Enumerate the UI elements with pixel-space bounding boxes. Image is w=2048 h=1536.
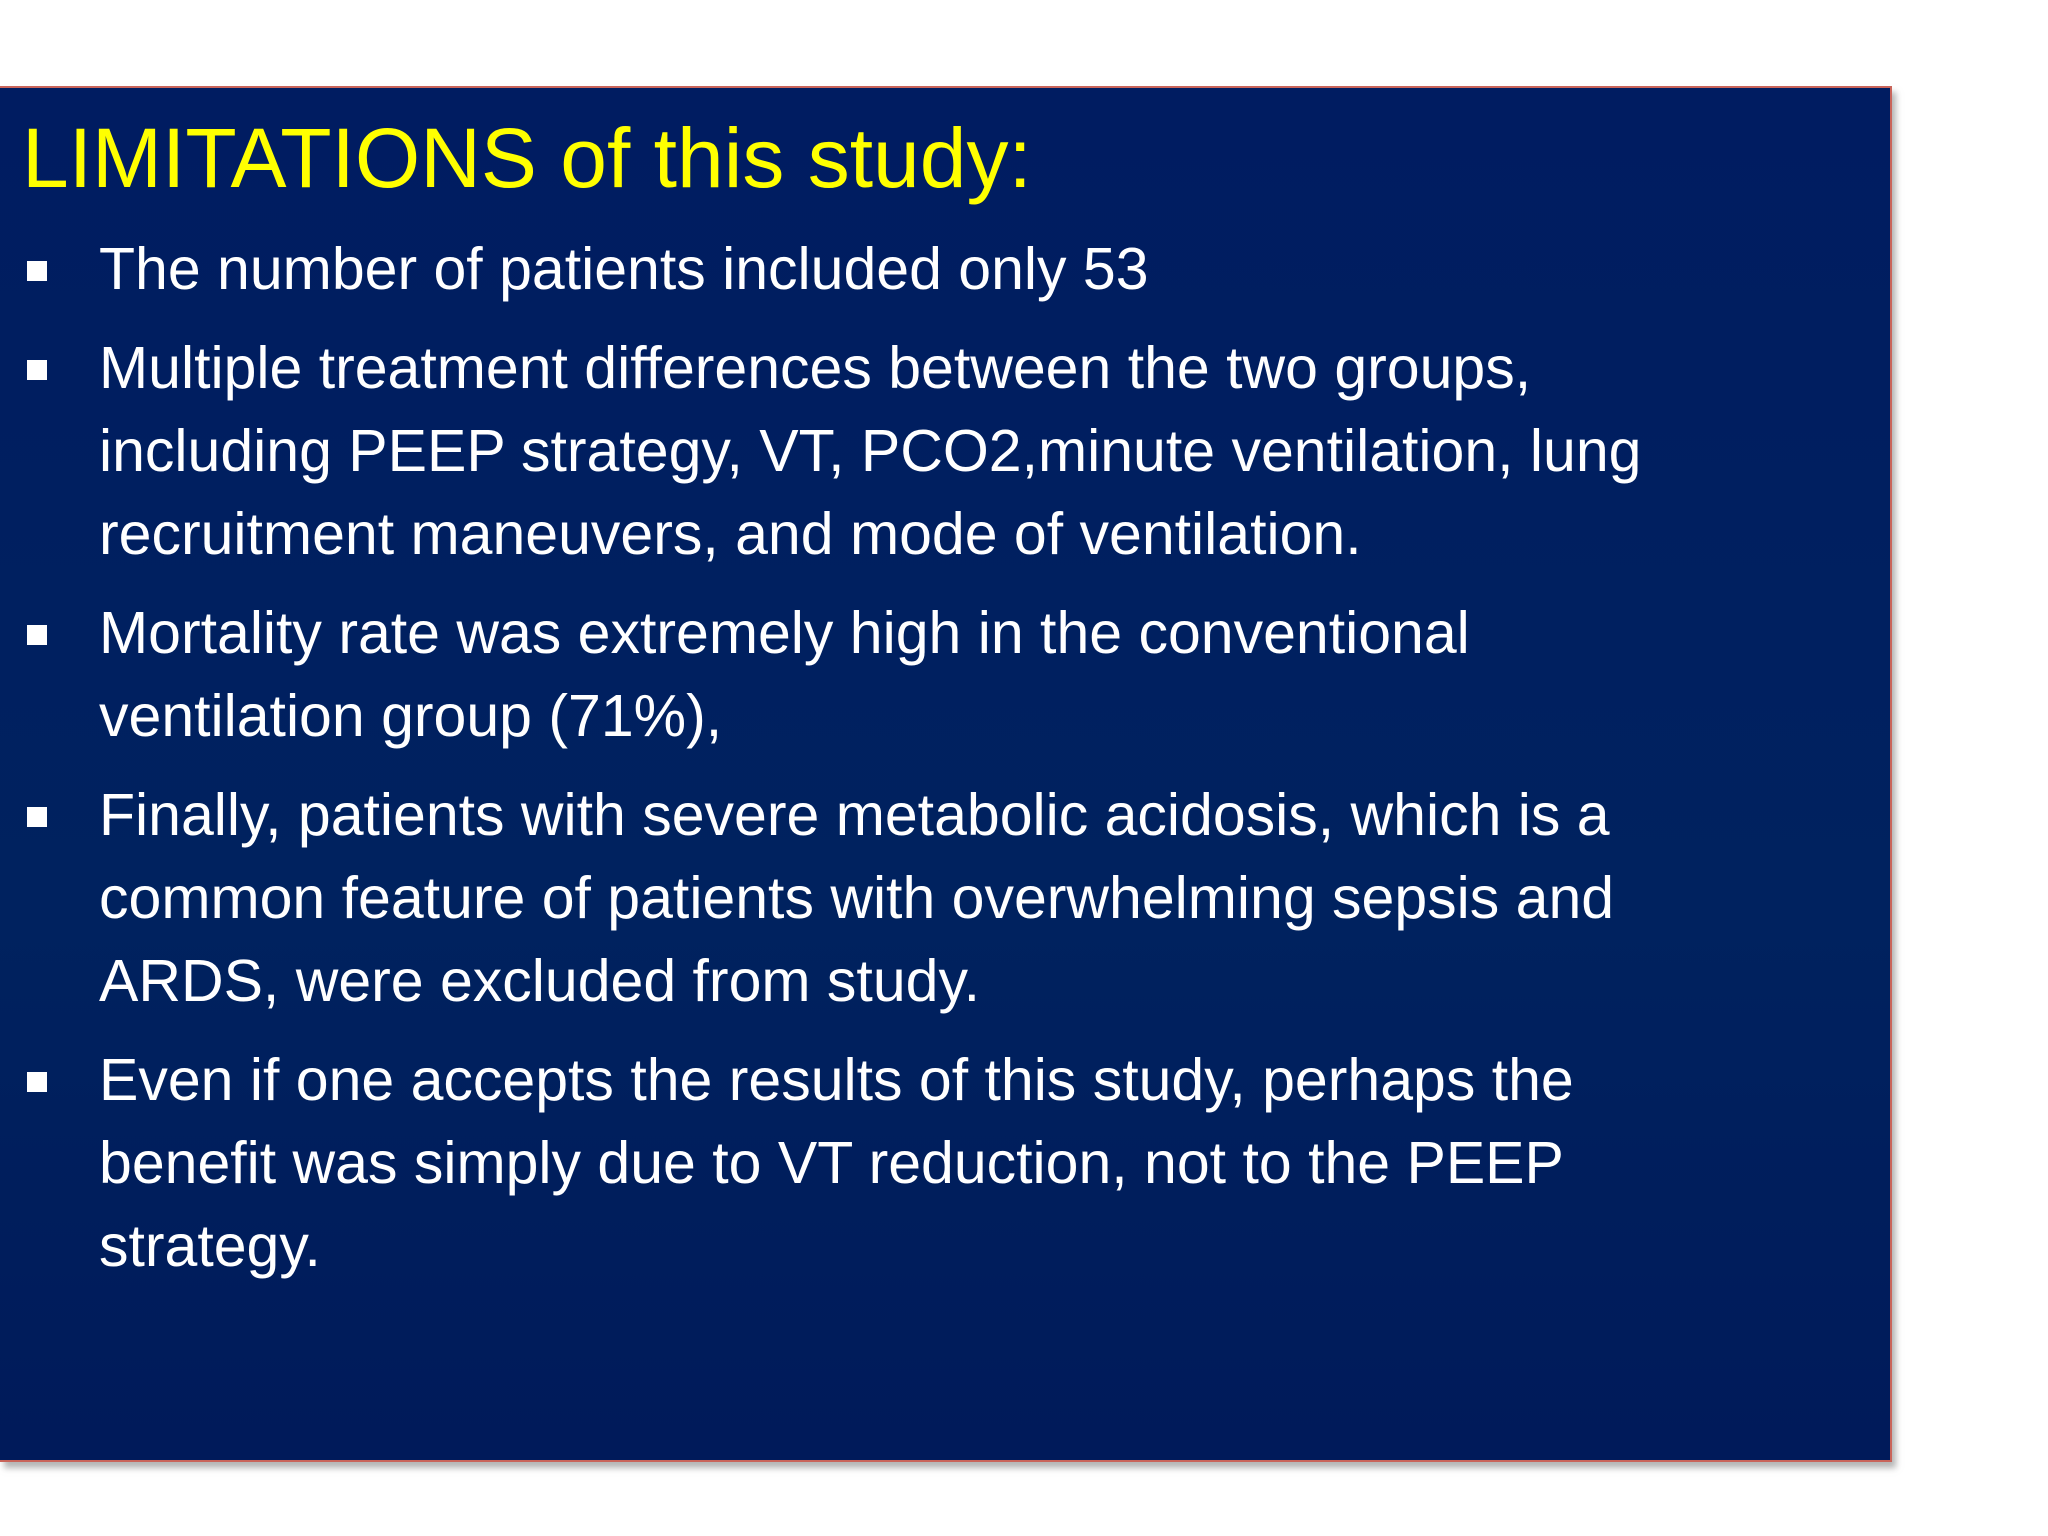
bullet-text-line: ventilation group (71%), [99, 683, 723, 749]
bullet-text-line: Finally, patients with severe metabolic acidosis, which is a [99, 782, 1610, 848]
square-bullet-icon [27, 360, 47, 380]
bullet-item-treatment-differences [0, 327, 1840, 576]
bullet-item-vt-reduction [0, 1039, 1840, 1288]
square-bullet-icon [27, 261, 47, 281]
bullet-text-line: Multiple treatment differences between the two groups, [99, 335, 1532, 401]
bullet-text-line: Even if one accepts the results of this study, perhaps the [99, 1047, 1574, 1113]
slide-title: LIMITATIONS of this study: [22, 111, 1032, 205]
bullet-item-mortality-rate [0, 592, 1840, 758]
bullet-text-line: recruitment maneuvers, and mode of ventilation. [99, 501, 1362, 567]
bullet-item-patient-count [0, 228, 1840, 311]
slide-panel [0, 86, 1892, 1462]
square-bullet-icon [27, 625, 47, 645]
square-bullet-icon [27, 1072, 47, 1092]
square-bullet-icon [27, 807, 47, 827]
bullet-text-line: common feature of patients with overwhelming sepsis and [99, 865, 1615, 931]
bullet-text-line: including PEEP strategy, VT, PCO2,minute ventilation, lung [99, 418, 1642, 484]
bullet-text-line: strategy. [99, 1213, 321, 1279]
bullet-text-line: ARDS, were excluded from study. [99, 948, 980, 1014]
bullet-text-line: benefit was simply due to VT reduction, not to the PEEP [99, 1130, 1564, 1196]
bullet-item-excluded-patients [0, 774, 1840, 1023]
bullet-list [0, 228, 1840, 1304]
bullet-text-line: Mortality rate was extremely high in the conventional [99, 600, 1470, 666]
bullet-text-line: The number of patients included only 53 [99, 236, 1149, 302]
